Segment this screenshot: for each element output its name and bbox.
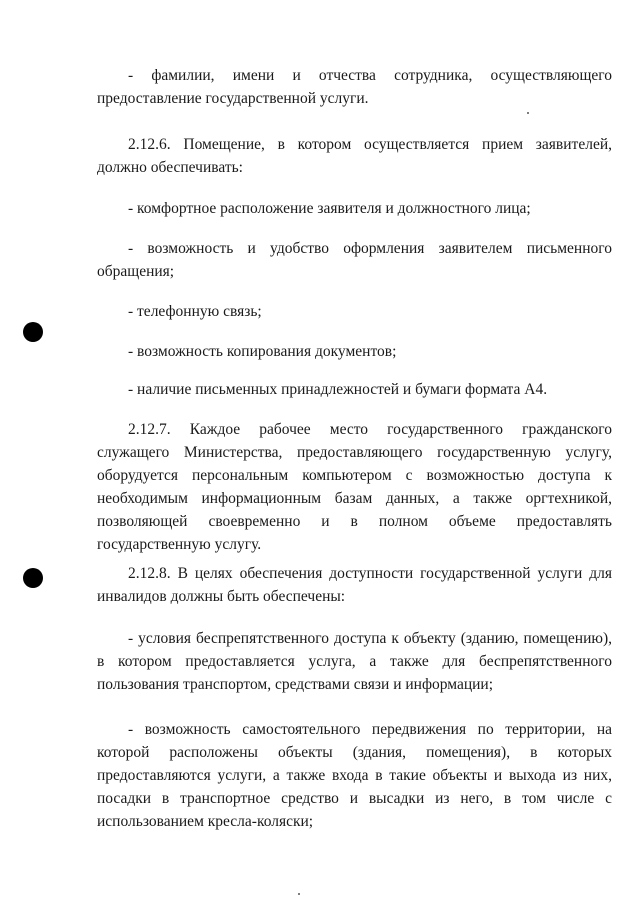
paragraph-2-12-8: 2.12.8. В целях обеспечения доступности государственной услуги для инвалидов должны быть обеспечены:: [97, 565, 612, 605]
paragraph-2-12-6: 2.12.6. Помещение, в котором осуществляется прием заявителей, должно обеспечивать:: [97, 136, 612, 176]
list-item-stationery: - наличие письменных принадлежностей и бумаги формата А4.: [128, 381, 548, 398]
scan-speck: [527, 112, 529, 114]
paragraph-fio: - фамилии, имени и отчества сотрудника, осуществляющего предоставление государственной услуги.: [97, 67, 612, 107]
list-item-phone: - телефонную связь;: [128, 303, 262, 320]
punch-hole-bottom: [23, 568, 43, 588]
paragraph-2-12-7: 2.12.7. Каждое рабочее место государственного гражданского служащего Министерства, предоставляющего государственную услугу, оборудуется персональным компьютером с возможностью доступа к необходимым информационным базам данных, а также оргтехникой, позволяющей своевременно и в полном объеме предоставлять государственную услугу.: [97, 421, 612, 553]
list-item-copy: - возможность копирования документов;: [128, 343, 397, 360]
list-item-writing: - возможность и удобство оформления заявителем письменного обращения;: [97, 240, 612, 280]
list-item-movement: - возможность самостоятельного передвижения по территории, на которой расположены объекты (здания, помещения), в которых предоставляются услуги, а также входа в такие объекты и выхода из них, посадки в транспортное средство и высадки из него, в том числе с использованием кресла-коляски;: [97, 721, 612, 830]
list-item-access: - условия беспрепятственного доступа к объекту (зданию, помещению), в котором предоставляется услуга, а также для беспрепятственного пользования транспортом, средствами связи и информации;: [97, 630, 612, 693]
scan-speck: [298, 893, 300, 895]
list-item-comfort: - комфортное расположение заявителя и должностного лица;: [128, 200, 531, 217]
punch-hole-top: [23, 322, 43, 342]
